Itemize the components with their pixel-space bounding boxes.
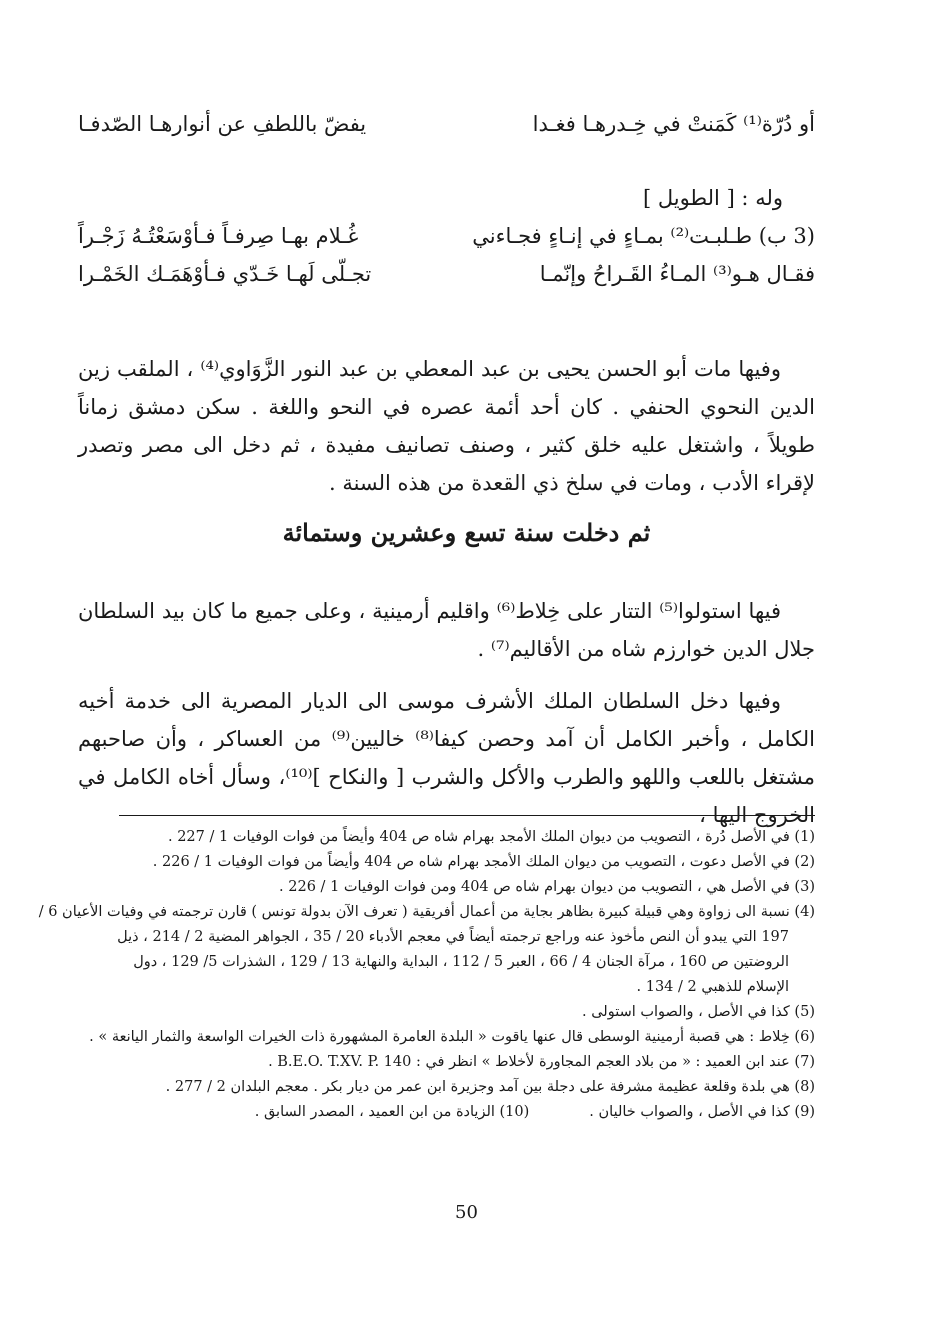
paragraph-tatars-text: فيها استولوا⁽⁵⁾ التتار على خِلاط⁽⁶⁾ واقليم أرمينية ، وعلى جميع ما كان بيد السلطان جلال الدين خوارزم شاه من الأقاليم⁽⁷⁾ . [78, 599, 815, 661]
footnote-1: (1) في الأصل دُرة ، التصويب من ديوان الملك الأمجد بهرام شاه ص 404 وأيضاً من فوات الوفيات 1 / 227 . [167, 829, 815, 845]
verse-2 [78, 224, 815, 248]
page-number: 50 [455, 1202, 478, 1223]
footnote-3: (3) في الأصل هي ، التصويب من ديوان بهرام شاه ص 404 ومن فوات الوفيات 1 / 226 . [279, 879, 815, 895]
footnote-7: (7) عند ابن العميد : « من بلاد العجم المجاورة لأخلاط » انظر في : B.E.O. T.XV. P. 140 . [268, 1054, 815, 1070]
footnote-2: (2) في الأصل دعوت ، التصويب من ديوان الملك الأمجد بهرام شاه ص 404 وأيضاً من فوات الوفيات 1 / 226 . [152, 854, 815, 870]
section-title: ثم دخلت سنة تسع وعشرين وستمائة [282, 518, 651, 547]
footnote-6: (6) خِلاط : هي قصبة أرمينية الوسطى قال عنها ياقوت « البلدة العامرة المشهورة ذات الخيرات الواسعة والثمار اليانعة » . [89, 1029, 815, 1045]
footnote-5: (5) كذا في الأصل ، والصواب استولى . [581, 1004, 815, 1020]
paragraph-ashraf-text: وفيها دخل السلطان الملك الأشرف موسى الى الديار المصرية الى خدمة أخيه الكامل ، وأخبر الكامل أن آمد وحصن كيفا⁽⁸⁾ خاليين⁽⁹⁾ من العساكر ، وأن صاحبهم مشتغل باللعب واللهو والطرب والأكل والشرب [ والنكاح ]⁽¹⁰⁾، وسأل أخاه الكامل في الخروج اليها ، [78, 689, 815, 827]
paragraph-ashraf [78, 682, 815, 834]
footnote-divider [119, 815, 815, 816]
verse-2-first-hemistich: (3 ب) طـلبـت⁽²⁾ بمـاءٍ في إنـاءٍ فجـاءني [472, 224, 815, 248]
verse-1-first-hemistich: أو دُرّة⁽¹⁾ كَمَنتْ في خِـدرهـا فغـدا [532, 112, 815, 136]
paragraph-obituary-text: وفيها مات أبو الحسن يحيى بن عبد المعطي بن عبد النور الزَّوَاوي⁽⁴⁾ ، الملقب زين الدين النحوي الحنفي . كان أحد أئمة عصره في النحو واللغة . سكن دمشق زماناً طويلاً ، واشتغل عليه خلق كثير ، وصنف تصانيف مفيدة ، ثم دخل الى مصر وتصدر لإقراء الأدب ، ومات في سلخ ذي القعدة من هذه السنة . [78, 357, 815, 495]
verse-1-second-hemistich: يفضّ باللطفِ عن أنوارهـا الصّدفـا [78, 112, 367, 136]
footnote-4-cont-2: الروضتين ص 160 ، مرآة الجنان 4 / 66 ، العبر 5 / 112 ، البداية والنهاية 13 / 129 ، الشذرات 5/ 129 ، دول [133, 954, 789, 970]
footnote-8: (8) هي بلدة وقلعة عظيمة مشرفة على دجلة بين آمد وجزيرة ابن عمر من ديار بكر . معجم البلدان 2 / 277 . [165, 1079, 815, 1095]
footnote-4-cont-1: 197 التي يبدو أن النص مأخوذ عنه وراجع ترجمته أيضاً في معجم الأدباء 20 / 35 ، الجواهر المضية 2 / 214 ، ذيل [117, 929, 789, 945]
verse-1 [78, 112, 815, 136]
footnotes-9-10 [78, 1100, 815, 1125]
paragraph-obituary [78, 350, 815, 502]
verse-2-second-hemistich: غُـلام بهـا صِرفـاً فـأوْسَعْتُـهُ زَجْـراً [78, 224, 359, 248]
footnote-9: (9) كذا في الأصل ، والصواب خاليان . [589, 1104, 815, 1120]
footnote-4-cont-3: الإسلام للذهبي 2 / 134 . [636, 979, 789, 995]
paragraph-tatars [78, 592, 815, 668]
verse-3-second-hemistich: تجـلّى لَهـا خَـدّي فـأوْهَمَـك الخَمْـرا [78, 262, 372, 286]
footnote-10: (10) الزيادة من ابن العميد ، المصدر السابق . [254, 1104, 530, 1120]
footnotes [38, 825, 815, 1125]
verse-3 [78, 262, 815, 286]
meter-label: وله : [ الطويل ] [642, 186, 783, 210]
verse-3-first-hemistich: فقـال هـو⁽³⁾ المـاءُ القَـراحُ وإنّمـا [539, 262, 815, 286]
footnote-4: (4) نسبة الى زواوة وهي قبيلة كبيرة بظاهر بجاية من أعمال أفريقية ( تعرف الآن بدولة تونس ) قارن ترجمته في وفيات الأعيان 6 / [38, 904, 815, 920]
